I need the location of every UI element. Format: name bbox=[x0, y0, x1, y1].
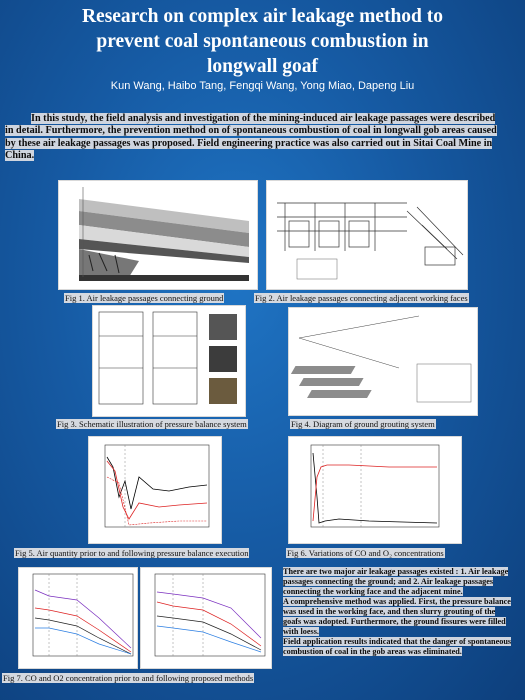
abstract-paragraph bbox=[5, 113, 505, 163]
figure-1-caption: Fig 1. Air leakage passages connecting ground bbox=[65, 293, 224, 303]
figure-5-caption: Fig 5. Air quantity prior to and following pressure balance execution bbox=[15, 548, 249, 558]
figure-4-image bbox=[288, 307, 478, 416]
figure-3-caption: Fig 3. Schematic illustration of pressure balance system bbox=[57, 419, 247, 429]
figure-5-chart bbox=[88, 436, 222, 544]
figure-3-image bbox=[92, 305, 246, 417]
author-list: Kun Wang, Haibo Tang, Fengqi Wang, Yong Miao, Dapeng Liu bbox=[110, 80, 415, 92]
abstract-text: In this study, the field analysis and investigation of the mining-induced air leakage passages were described in detail. Furthermore, the prevention method on of spontaneous combustion of coal in longwall gob areas caused by these air leakage passages was proposed. Field engineering practice was also carried out in Sitai Coal Mine in China. bbox=[5, 113, 497, 162]
title-line-1: Research on complex air leakage method to bbox=[81, 6, 444, 27]
figure-1-image bbox=[58, 180, 258, 290]
summary-paragraph-1: There are two major air leakage passages existed : 1. Air leakage passages connecting the ground; and 2. Air leakage passages connecting the working face and the adjacent mine. bbox=[283, 567, 509, 596]
figure-7-chart-right bbox=[140, 567, 272, 669]
summary-paragraph-2: A comprehensive method was applied. First, the pressure balance was used in the working face, and then slurry grouting of the goafs was adopted. Furthermore, the ground fissures were filled with loess. bbox=[283, 597, 511, 636]
summary-section bbox=[283, 567, 513, 657]
poster-title bbox=[0, 4, 525, 79]
title-line-2: prevent coal spontaneous combustion in bbox=[96, 31, 429, 52]
figure-2-image bbox=[266, 180, 468, 290]
summary-paragraph-3: Field application results indicated that the danger of spontaneous combustion of coal in the gob areas was eliminated. bbox=[283, 637, 512, 656]
figure-6-caption: Fig 6. Variations of CO and O₂ concentrations bbox=[287, 548, 444, 558]
figure-7-caption: Fig 7. CO and O2 concentration prior to and following proposed methods bbox=[3, 673, 254, 683]
figure-2-caption: Fig 2. Air leakage passages connecting adjacent working faces bbox=[255, 293, 468, 303]
figure-6-chart bbox=[288, 436, 462, 544]
figure-7-chart-left bbox=[18, 567, 138, 669]
figure-4-caption: Fig 4. Diagram of ground grouting system bbox=[291, 419, 435, 429]
title-line-3: longwall goaf bbox=[206, 56, 319, 77]
